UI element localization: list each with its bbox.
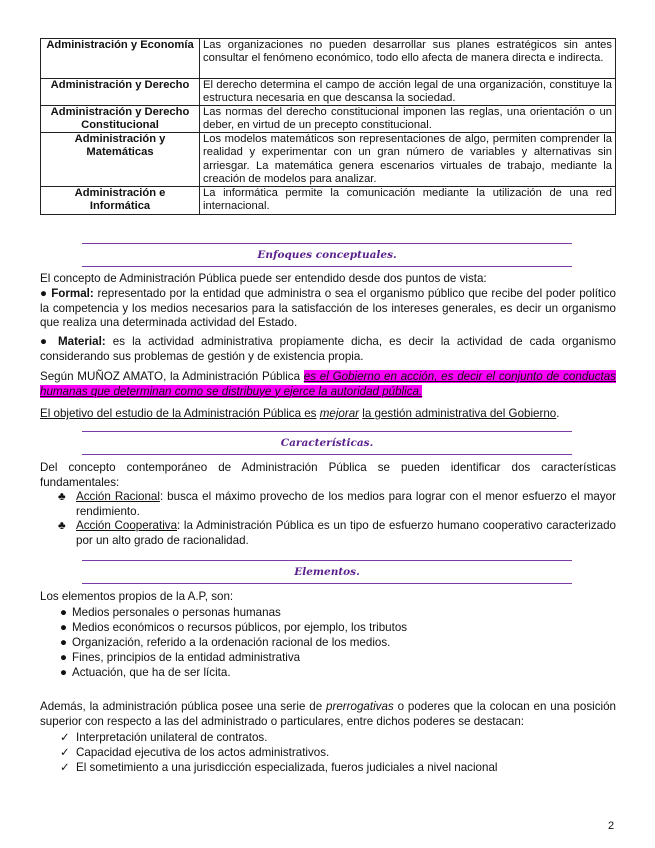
table-row (41, 79, 616, 106)
objetivo-em: mejorar (319, 407, 360, 420)
row-subject: Administración y Derecho Constitucional (41, 106, 200, 133)
bullet-icon: ● (40, 335, 51, 348)
row-subject: Administración e Informática (41, 187, 200, 214)
section-heading-caracteristicas: Características. (82, 431, 572, 455)
prerrogativas-a: Además, la administración pública posee una serie de (40, 700, 323, 713)
list-item (58, 490, 616, 519)
table-row (41, 133, 616, 187)
item-text: Medios personales o personas humanas (72, 606, 281, 619)
bullet-icon: ● (40, 287, 48, 300)
item-text: Capacidad ejecutiva de los actos administrativos. (76, 746, 330, 759)
list-item (60, 620, 610, 635)
item-text: Organización, referido a la ordenación racional de los medios. (72, 636, 391, 649)
bullet-icon: ● (60, 636, 68, 649)
club-icon: ♣ (58, 490, 66, 503)
objetivo-end: . (556, 407, 560, 420)
prerrogativas-list (60, 730, 610, 775)
objetivo-b: la gestión administrativa del Gobierno (362, 407, 557, 420)
munoz-paragraph (40, 370, 616, 399)
section-heading-elementos: Elementos. (82, 560, 572, 584)
prerrogativas-em: prerrogativas (326, 700, 394, 713)
caracteristicas-list (58, 490, 616, 548)
item-text: : busca el máximo provecho de los medios para lograr con el menor esfuerzo el mayor rendimiento. (76, 490, 616, 518)
enfoques-intro: El concepto de Administración Pública puede ser entendido desde dos puntos de vista: (40, 272, 487, 285)
relations-table (40, 38, 616, 215)
row-description: Las normas del derecho constitucional imponen las reglas, una orientación o un deber, en virtud de un precepto constitucional. (200, 106, 616, 133)
bullet-icon: ● (60, 606, 68, 619)
material-paragraph (40, 335, 616, 364)
material-label: Material: (57, 335, 106, 348)
row-subject: Administración y Derecho (41, 79, 200, 106)
formal-label: Formal: (51, 287, 94, 300)
bullet-icon: ● (60, 621, 68, 634)
item-text: El sometimiento a una jurisdicción especializada, fueros judiciales a nivel nacional (76, 761, 498, 774)
table-row (41, 187, 616, 214)
bullet-icon: ● (60, 651, 68, 664)
prerrogativas-paragraph (40, 700, 616, 729)
material-text: es la actividad administrativa propiamente dicha, es decir la actividad de cada organismo considerando sus problemas de gestión y de existencia propia. (40, 335, 616, 363)
item-text: Fines, principios de la entidad administrativa (72, 651, 301, 664)
elementos-list (60, 605, 610, 680)
list-item (60, 760, 610, 775)
table-row (41, 106, 616, 133)
munoz-highlight: es el Gobierno en acción, es decir el conjunto de conductas humanas que determinan como se distribuye y ejerce la autoridad pública. (40, 370, 616, 398)
objetivo-paragraph (40, 407, 616, 422)
table-row (41, 39, 616, 79)
row-description: Las organizaciones no pueden desarrollar sus planes estratégicos sin antes consultar el fenómeno económico, todo ello afecta de manera directa e indirecta. (200, 39, 616, 79)
list-item (60, 730, 610, 745)
checkmark-icon: ✓ (60, 761, 70, 774)
item-text: Interpretación unilateral de contratos. (76, 731, 268, 744)
row-description: El derecho determina el campo de acción legal de una organización, constituye la estructura necesaria en que descansa la sociedad. (200, 79, 616, 106)
bullet-icon: ● (60, 666, 68, 679)
formal-paragraph (40, 287, 616, 331)
club-icon: ♣ (58, 519, 66, 533)
row-subject: Administración y Economía (41, 39, 200, 79)
list-item (60, 605, 610, 620)
item-text: Actuación, que ha de ser lícita. (72, 666, 231, 679)
checkmark-icon: ✓ (60, 746, 70, 759)
list-item (60, 650, 610, 665)
caracteristicas-intro: Del concepto contemporáneo de Administración Pública se pueden identificar dos características fundamentales: (40, 461, 616, 489)
checkmark-icon: ✓ (60, 731, 70, 744)
page-number: 2 (608, 820, 615, 832)
row-description: La informática permite la comunicación mediante la utilización de una red internacional. (200, 187, 616, 214)
item-text: : la Administración Pública es un tipo de esfuerzo humano cooperativo caracterizado por un alto grado de racionalidad. (76, 519, 616, 547)
list-item (60, 635, 610, 650)
elementos-intro: Los elementos propios de la A.P, son: (40, 590, 234, 603)
list-item (58, 519, 616, 548)
list-item (60, 665, 610, 680)
objetivo-a: El objetivo del estudio de la Administración Pública es (40, 407, 317, 420)
item-label: Acción Cooperativa (76, 519, 178, 533)
list-item (60, 745, 610, 760)
row-description: Los modelos matemáticos son representaciones de algo, permiten comprender la realidad y experimentar con un gran número de variables y alternativas sin arriesgar. La matemática genera escenarios virtuales de trabajo, mediante la creación de modelos para analizar. (200, 133, 616, 187)
section-heading-enfoques: Enfoques conceptuales. (82, 243, 572, 267)
formal-text: representado por la entidad que administra o sea el organismo público que recibe del poder político la competencia y los medios necesarios para la satisfacción de los intereses generales, es decir un organismo que realiza una determinada actividad del Estado. (40, 287, 616, 330)
row-subject: Administración y Matemáticas (41, 133, 200, 187)
munoz-prefix: Según MUÑOZ AMATO, la Administración Pública (40, 370, 301, 383)
item-text: Medios económicos o recursos públicos, por ejemplo, los tributos (72, 621, 408, 634)
prerrogativas-b: o poderes que la colocan en una posición superior con respecto a las del administrado o particulares, entre dichos poderes se destacan: (40, 700, 616, 728)
item-label: Acción Racional (76, 490, 160, 503)
